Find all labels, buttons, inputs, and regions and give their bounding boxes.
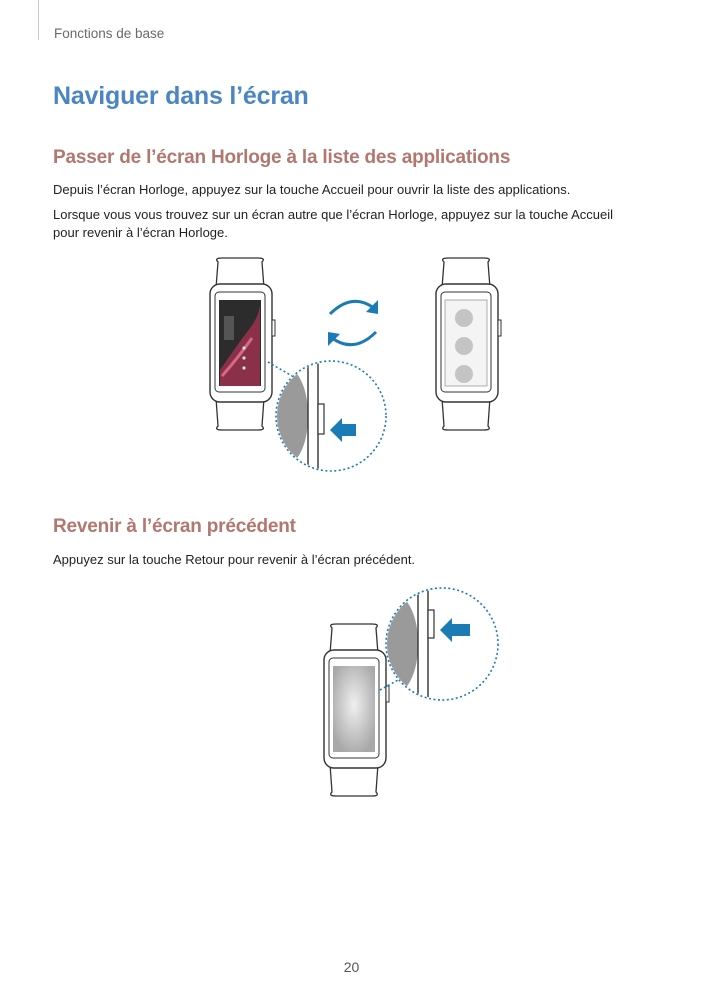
page-title: Naviguer dans l’écran [53, 82, 309, 110]
switch-arrows-icon [322, 294, 384, 350]
chapter-header: Fonctions de base [54, 26, 165, 41]
margin-rule [38, 0, 39, 40]
section-home-paragraph-1: Depuis l’écran Horloge, appuyez sur la touche Accueil pour ouvrir la liste des applications. [53, 182, 571, 197]
illustration-app-list-watch [430, 258, 510, 438]
page-number: 20 [343, 959, 360, 975]
illustration-home-key-watch [200, 258, 400, 478]
illustration-back-key-watch [318, 588, 508, 800]
section-back-paragraph-1: Appuyez sur la touche Retour pour revenir à l’écran précédent. [53, 552, 416, 567]
section-home-paragraph-2: Lorsque vous vous trouvez sur un écran autre que l’écran Horloge, appuyez sur la touche Accueil pour revenir à l’écran Horloge. [53, 207, 614, 240]
section-heading-back: Revenir à l’écran précédent [53, 516, 296, 537]
section-heading-home: Passer de l’écran Horloge à la liste des applications [53, 147, 511, 168]
